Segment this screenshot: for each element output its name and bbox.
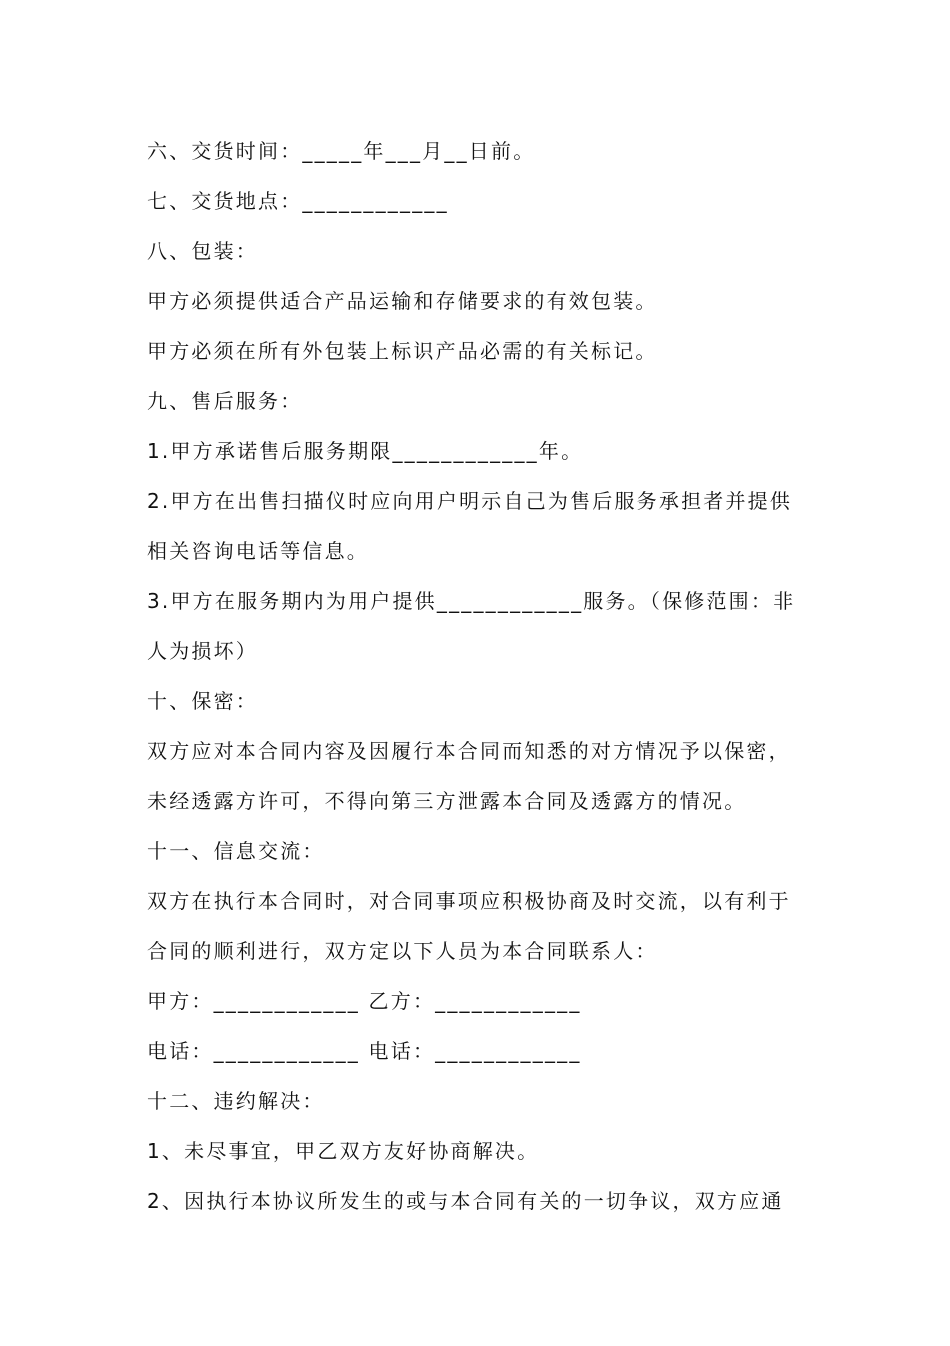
breach-clause-1: 1、未尽事宜，甲乙双方友好协商解决。 <box>147 1139 540 1163</box>
communication-clause-cont: 合同的顺利进行，双方定以下人员为本合同联系人： <box>147 939 658 963</box>
after-sales-clause-3: 3.甲方在服务期内为用户提供____________服务。（保修范围：非 <box>147 589 796 613</box>
confidentiality-clause-cont: 未经透露方许可，不得向第三方泄露本合同及透露方的情况。 <box>147 789 747 813</box>
after-sales-clause-1: 1.甲方承诺售后服务期限____________年。 <box>147 439 584 463</box>
packaging-clause-2: 甲方必须在所有外包装上标识产品必需的有关标记。 <box>147 339 658 363</box>
contact-parties-line: 甲方：____________ 乙方：____________ <box>147 989 582 1013</box>
communication-clause: 双方在执行本合同时，对合同事项应积极协商及时交流，以有利于 <box>147 889 791 913</box>
after-sales-clause-2: 2.甲方在出售扫描仪时应向用户明示自己为售后服务承担者并提供 <box>147 489 793 513</box>
section-delivery-time: 六、交货时间：_____年___月__日前。 <box>147 139 536 163</box>
contact-phones-line: 电话：____________ 电话：____________ <box>147 1039 582 1063</box>
section-after-sales-heading: 九、售后服务： <box>147 389 303 413</box>
section-delivery-place: 七、交货地点：____________ <box>147 189 449 213</box>
section-confidentiality-heading: 十、保密： <box>147 689 258 713</box>
section-packaging-heading: 八、包装： <box>147 239 258 263</box>
after-sales-clause-2-cont: 相关咨询电话等信息。 <box>147 539 369 563</box>
contract-body <box>147 126 807 1226</box>
section-breach-heading: 十二、违约解决： <box>147 1089 325 1113</box>
breach-clause-2: 2、因执行本协议所发生的或与本合同有关的一切争议，双方应通 <box>147 1189 784 1213</box>
packaging-clause-1: 甲方必须提供适合产品运输和存储要求的有效包装。 <box>147 289 658 313</box>
confidentiality-clause: 双方应对本合同内容及因履行本合同而知悉的对方情况予以保密， <box>147 739 791 763</box>
section-communication-heading: 十一、信息交流： <box>147 839 325 863</box>
after-sales-clause-3-cont: 人为损坏） <box>147 639 258 663</box>
